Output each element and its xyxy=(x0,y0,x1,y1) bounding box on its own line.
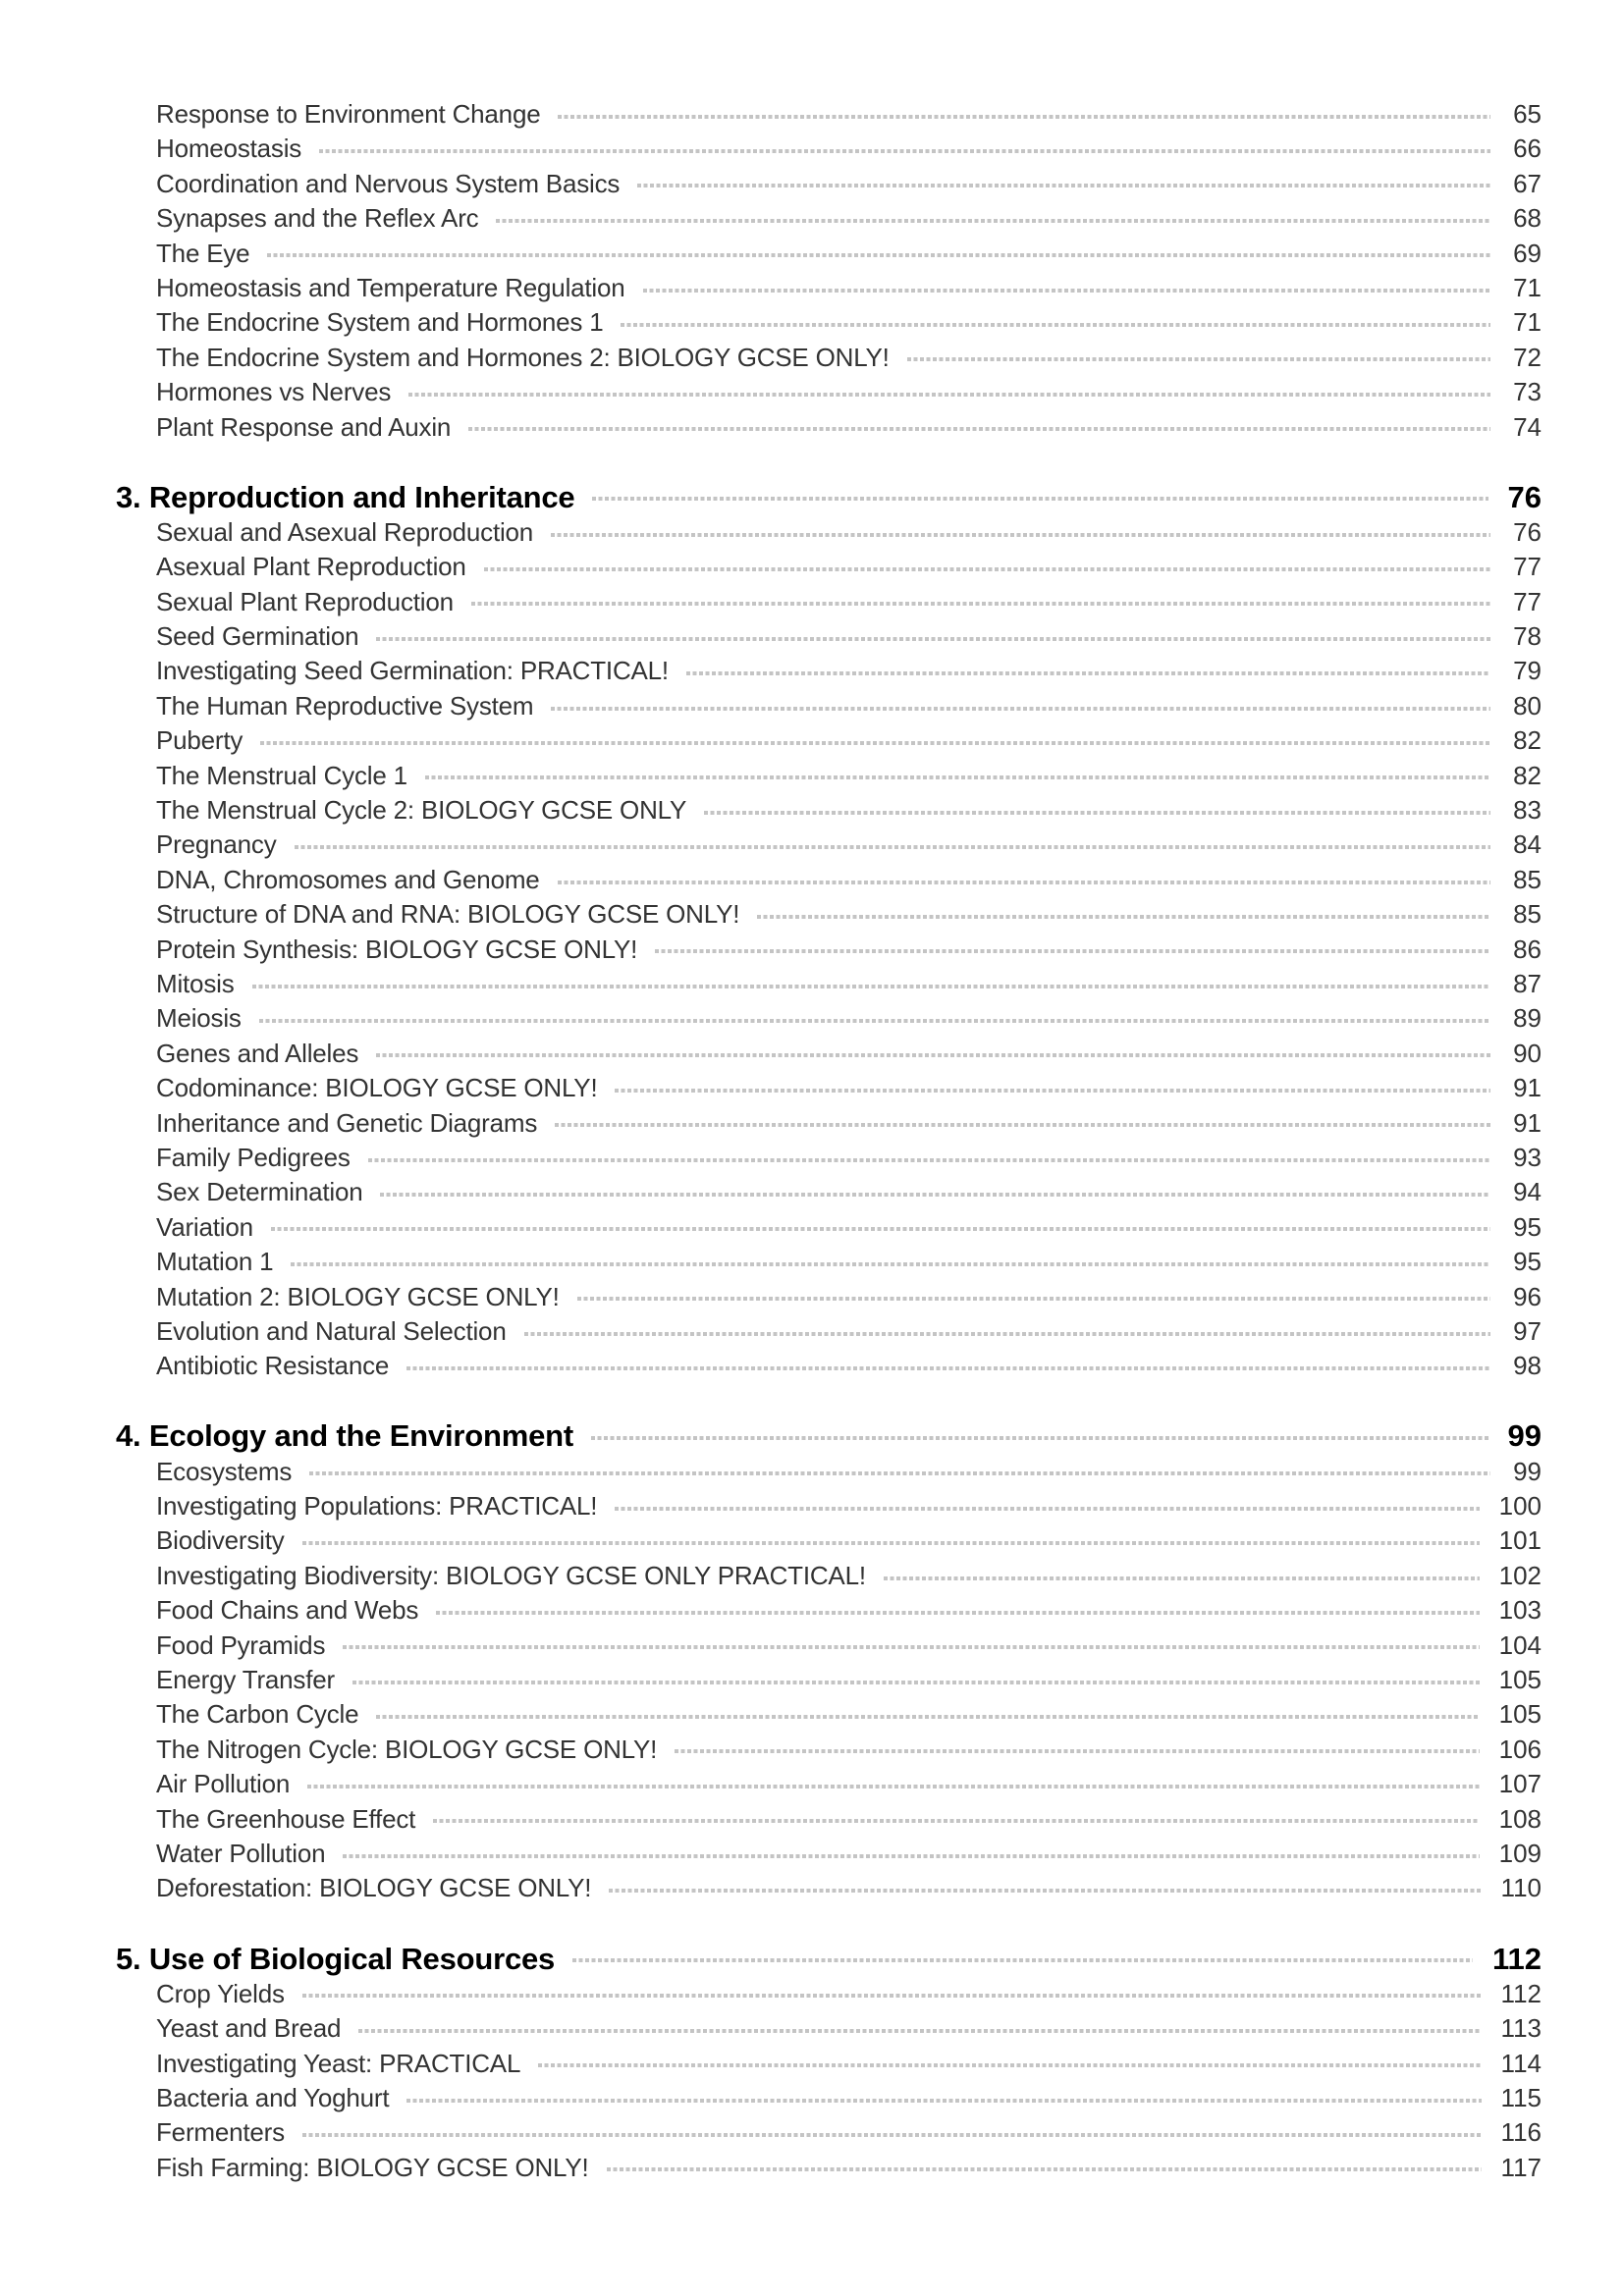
toc-entry[interactable] xyxy=(116,1767,1542,1801)
toc-entry-page-number: 69 xyxy=(1513,238,1542,268)
toc-entry[interactable] xyxy=(116,1802,1542,1837)
toc-entry-page-number: 99 xyxy=(1513,1456,1542,1486)
dot-leader xyxy=(406,2099,1481,2103)
toc-entry[interactable] xyxy=(116,167,1542,201)
toc-entry-page-number: 85 xyxy=(1513,864,1542,894)
toc-entry-page-number: 67 xyxy=(1513,168,1542,198)
toc-entry-title: Meiosis xyxy=(156,1003,242,1034)
toc-entry[interactable] xyxy=(116,1593,1542,1628)
dot-leader xyxy=(572,1958,1473,1962)
dot-leader xyxy=(406,1366,1490,1370)
toc-entry[interactable] xyxy=(116,1489,1542,1523)
toc-entry-title: Seed Germination xyxy=(156,621,359,652)
toc-entry[interactable] xyxy=(116,132,1542,166)
toc-section xyxy=(116,479,1542,1384)
toc-entry-page-number: 68 xyxy=(1513,203,1542,234)
toc-entry-title: Investigating Biodiversity: BIOLOGY GCSE ONLY PRACTICAL! xyxy=(156,1560,866,1590)
toc-entry[interactable] xyxy=(116,1071,1542,1105)
toc-entry-title: Food Pyramids xyxy=(156,1629,326,1660)
toc-entry-page-number: 80 xyxy=(1513,690,1542,721)
dot-leader xyxy=(380,1193,1490,1197)
toc-entry-page-number: 79 xyxy=(1513,656,1542,686)
section-heading[interactable] xyxy=(116,1941,1542,1977)
toc-entry[interactable] xyxy=(116,2115,1542,2150)
toc-entry[interactable] xyxy=(116,410,1542,445)
toc-entry[interactable] xyxy=(116,1210,1542,1245)
dot-leader xyxy=(592,497,1488,501)
toc-entry[interactable] xyxy=(116,967,1542,1001)
toc-section xyxy=(116,97,1542,445)
toc-entry-page-number: 66 xyxy=(1513,133,1542,164)
dot-leader xyxy=(471,602,1490,606)
toc-entry-page-number: 93 xyxy=(1513,1142,1542,1172)
dot-leader xyxy=(302,1541,1480,1545)
dot-leader xyxy=(343,1645,1479,1649)
toc-entry-page-number: 78 xyxy=(1513,621,1542,652)
toc-entry[interactable] xyxy=(116,550,1542,584)
toc-entry-title: Codominance: BIOLOGY GCSE ONLY! xyxy=(156,1073,598,1103)
toc-entry-title: Air Pollution xyxy=(156,1769,291,1799)
dot-leader xyxy=(675,1749,1479,1753)
dot-leader xyxy=(376,637,1490,641)
dot-leader xyxy=(558,881,1490,884)
dot-leader xyxy=(551,533,1490,537)
toc-entry[interactable] xyxy=(116,759,1542,793)
toc-entry[interactable] xyxy=(116,1141,1542,1175)
dot-leader xyxy=(907,357,1490,361)
section-heading[interactable] xyxy=(116,479,1542,515)
toc-entry-page-number: 102 xyxy=(1498,1560,1542,1590)
toc-entry[interactable] xyxy=(116,689,1542,723)
toc-entry-page-number: 107 xyxy=(1498,1769,1542,1799)
toc-entry-title: Mitosis xyxy=(156,968,235,998)
dot-leader xyxy=(643,289,1490,293)
dot-leader xyxy=(757,915,1490,919)
toc-entry-title: Water Pollution xyxy=(156,1838,326,1868)
dot-leader xyxy=(496,219,1490,223)
toc-entry[interactable] xyxy=(116,933,1542,967)
toc-entry-title: Hormones vs Nerves xyxy=(156,377,392,407)
toc-entry-title: The Endocrine System and Hormones 1 xyxy=(156,307,604,338)
toc-entry-title: Structure of DNA and RNA: BIOLOGY GCSE ONLY! xyxy=(156,899,740,930)
toc-entry-page-number: 76 xyxy=(1513,516,1542,547)
toc-entry[interactable] xyxy=(116,515,1542,550)
section-heading-title: 5. Use of Biological Resources xyxy=(116,1941,556,1976)
dot-leader xyxy=(291,1262,1490,1266)
toc-entry-title: Biodiversity xyxy=(156,1525,285,1556)
toc-entry[interactable] xyxy=(116,828,1542,862)
toc-entry[interactable] xyxy=(116,1455,1542,1489)
dot-leader xyxy=(343,1854,1479,1858)
toc-entry-title: Yeast and Bread xyxy=(156,2013,342,2044)
toc-entry[interactable] xyxy=(116,1559,1542,1593)
dot-leader xyxy=(558,115,1490,119)
toc-entry[interactable] xyxy=(116,1106,1542,1141)
section-heading-page-number: 112 xyxy=(1491,1941,1542,1976)
toc-entry[interactable] xyxy=(116,1629,1542,1663)
toc-entry-title: The Eye xyxy=(156,238,250,268)
toc-entry[interactable] xyxy=(116,2081,1542,2115)
dot-leader xyxy=(259,1019,1490,1023)
toc-entry[interactable] xyxy=(116,1280,1542,1314)
toc-entry[interactable] xyxy=(116,1663,1542,1697)
dot-leader xyxy=(484,567,1490,571)
section-heading-title: 3. Reproduction and Inheritance xyxy=(116,479,575,514)
toc-entry-page-number: 71 xyxy=(1513,307,1542,338)
dot-leader xyxy=(368,1158,1490,1162)
toc-entry-title: Fish Farming: BIOLOGY GCSE ONLY! xyxy=(156,2152,589,2182)
dot-leader xyxy=(376,1053,1490,1057)
toc-entry-title: Deforestation: BIOLOGY GCSE ONLY! xyxy=(156,1873,592,1903)
toc-entry-title: Investigating Populations: PRACTICAL! xyxy=(156,1491,598,1522)
toc-entry[interactable] xyxy=(116,2047,1542,2081)
toc-entry-page-number: 71 xyxy=(1513,272,1542,302)
toc-entry[interactable] xyxy=(116,1175,1542,1209)
toc-entry-title: Asexual Plant Reproduction xyxy=(156,552,466,582)
toc-entry-page-number: 73 xyxy=(1513,377,1542,407)
dot-leader xyxy=(436,1611,1479,1615)
toc-entry-page-number: 74 xyxy=(1513,411,1542,442)
toc-entry-page-number: 105 xyxy=(1498,1699,1542,1730)
toc-entry[interactable] xyxy=(116,897,1542,932)
toc-entry-page-number: 95 xyxy=(1513,1211,1542,1242)
toc-entry-page-number: 115 xyxy=(1500,2082,1542,2112)
dot-leader xyxy=(295,845,1491,849)
dot-leader xyxy=(376,1715,1479,1719)
toc-entry[interactable] xyxy=(116,375,1542,409)
toc-entry-page-number: 87 xyxy=(1513,968,1542,998)
toc-entry-page-number: 113 xyxy=(1500,2013,1542,2044)
toc-entry-title: Inheritance and Genetic Diagrams xyxy=(156,1107,538,1138)
toc-entry-title: Pregnancy xyxy=(156,829,277,860)
toc-entry[interactable] xyxy=(116,1697,1542,1732)
toc-entry-title: Investigating Yeast: PRACTICAL xyxy=(156,2048,521,2078)
dot-leader xyxy=(309,1471,1490,1475)
dot-leader xyxy=(704,811,1490,815)
dot-leader xyxy=(686,671,1490,675)
toc-entry[interactable] xyxy=(116,1871,1542,1905)
toc-entry-page-number: 104 xyxy=(1498,1629,1542,1660)
toc-entry-title: Evolution and Natural Selection xyxy=(156,1315,507,1346)
toc-entry-title: Genes and Alleles xyxy=(156,1038,359,1068)
dot-leader xyxy=(621,323,1490,327)
toc-entry-title: Protein Synthesis: BIOLOGY GCSE ONLY! xyxy=(156,934,638,964)
toc-entry[interactable] xyxy=(116,619,1542,654)
dot-leader xyxy=(637,184,1490,187)
toc-entry-page-number: 95 xyxy=(1513,1247,1542,1277)
toc-entry-page-number: 98 xyxy=(1513,1351,1542,1381)
toc-entry-title: Plant Response and Auxin xyxy=(156,411,452,442)
toc-entry-title: Mutation 2: BIOLOGY GCSE ONLY! xyxy=(156,1281,560,1311)
toc-entry[interactable] xyxy=(116,793,1542,828)
toc-entry-title: The Menstrual Cycle 1 xyxy=(156,760,407,790)
toc-entry-page-number: 94 xyxy=(1513,1177,1542,1207)
toc-entry[interactable] xyxy=(116,2151,1542,2185)
toc-entry[interactable] xyxy=(116,97,1542,132)
dot-leader xyxy=(538,2063,1481,2067)
toc-entry[interactable] xyxy=(116,1977,1542,2011)
dot-leader xyxy=(607,2167,1482,2171)
toc-entry-title: Crop Yields xyxy=(156,1978,285,2008)
toc-entry-page-number: 106 xyxy=(1498,1734,1542,1764)
dot-leader xyxy=(555,1123,1490,1127)
toc-entry-title: Bacteria and Yoghurt xyxy=(156,2082,390,2112)
toc-entry-title: The Human Reproductive System xyxy=(156,690,534,721)
toc-entry[interactable] xyxy=(116,201,1542,236)
table-of-contents xyxy=(116,97,1542,2185)
toc-entry-title: Response to Environment Change xyxy=(156,99,541,129)
toc-entry[interactable] xyxy=(116,1001,1542,1036)
toc-entry-page-number: 101 xyxy=(1498,1525,1542,1556)
dot-leader xyxy=(433,1819,1479,1823)
toc-entry-title: Antibiotic Resistance xyxy=(156,1351,390,1381)
dot-leader xyxy=(591,1436,1488,1440)
toc-entry-title: Coordination and Nervous System Basics xyxy=(156,168,621,198)
toc-entry-page-number: 72 xyxy=(1513,342,1542,372)
toc-entry[interactable] xyxy=(116,1523,1542,1558)
toc-entry-page-number: 108 xyxy=(1498,1803,1542,1834)
section-heading-page-number: 99 xyxy=(1507,1418,1542,1454)
toc-entry-title: Variation xyxy=(156,1211,253,1242)
toc-entry-page-number: 103 xyxy=(1498,1595,1542,1626)
dot-leader xyxy=(551,707,1490,711)
toc-entry-title: The Nitrogen Cycle: BIOLOGY GCSE ONLY! xyxy=(156,1734,658,1764)
toc-entry[interactable] xyxy=(116,1245,1542,1279)
toc-entry-page-number: 112 xyxy=(1500,1978,1542,2008)
toc-entry-page-number: 82 xyxy=(1513,725,1542,756)
toc-entry-page-number: 105 xyxy=(1498,1665,1542,1695)
toc-entry-page-number: 96 xyxy=(1513,1281,1542,1311)
toc-entry-page-number: 114 xyxy=(1500,2048,1542,2078)
toc-entry-page-number: 77 xyxy=(1513,552,1542,582)
toc-entry-page-number: 90 xyxy=(1513,1038,1542,1068)
toc-entry-title: The Carbon Cycle xyxy=(156,1699,359,1730)
dot-leader xyxy=(307,1785,1479,1789)
toc-entry[interactable] xyxy=(116,1733,1542,1767)
toc-entry[interactable] xyxy=(116,305,1542,340)
toc-entry[interactable] xyxy=(116,1314,1542,1349)
dot-leader xyxy=(615,1507,1479,1511)
dot-leader xyxy=(468,427,1490,431)
toc-entry[interactable] xyxy=(116,723,1542,758)
section-heading-title: 4. Ecology and the Environment xyxy=(116,1418,573,1454)
toc-entry-page-number: 100 xyxy=(1498,1491,1542,1522)
toc-entry-title: DNA, Chromosomes and Genome xyxy=(156,864,540,894)
toc-entry-title: Sex Determination xyxy=(156,1177,363,1207)
dot-leader xyxy=(615,1089,1490,1093)
dot-leader xyxy=(655,949,1490,953)
dot-leader xyxy=(609,1889,1481,1893)
dot-leader xyxy=(524,1332,1490,1336)
dot-leader xyxy=(302,2133,1482,2137)
toc-entry-title: Sexual Plant Reproduction xyxy=(156,586,454,616)
toc-entry-page-number: 84 xyxy=(1513,829,1542,860)
toc-entry-page-number: 97 xyxy=(1513,1315,1542,1346)
dot-leader xyxy=(425,775,1490,779)
toc-entry[interactable] xyxy=(116,1037,1542,1071)
section-heading[interactable] xyxy=(116,1418,1542,1455)
toc-entry-title: The Endocrine System and Hormones 2: BIOLOGY GCSE ONLY! xyxy=(156,342,890,372)
toc-entry-title: Fermenters xyxy=(156,2117,285,2148)
toc-entry-page-number: 89 xyxy=(1513,1003,1542,1034)
toc-entry-page-number: 82 xyxy=(1513,760,1542,790)
toc-entry-title: Homeostasis and Temperature Regulation xyxy=(156,272,625,302)
dot-leader xyxy=(577,1297,1490,1301)
toc-entry-title: Homeostasis xyxy=(156,133,302,164)
toc-entry[interactable] xyxy=(116,2011,1542,2046)
toc-entry-title: The Greenhouse Effect xyxy=(156,1803,416,1834)
dot-leader xyxy=(267,253,1490,257)
toc-entry-page-number: 65 xyxy=(1513,99,1542,129)
toc-entry-title: Investigating Seed Germination: PRACTICAL! xyxy=(156,656,669,686)
toc-entry[interactable] xyxy=(116,1349,1542,1383)
toc-entry-title: The Menstrual Cycle 2: BIOLOGY GCSE ONLY xyxy=(156,795,687,826)
dot-leader xyxy=(358,2029,1481,2033)
toc-entry-page-number: 91 xyxy=(1513,1073,1542,1103)
toc-entry-page-number: 116 xyxy=(1500,2117,1542,2148)
toc-entry-title: Puberty xyxy=(156,725,243,756)
toc-entry[interactable] xyxy=(116,237,1542,271)
toc-entry[interactable] xyxy=(116,341,1542,375)
toc-entry[interactable] xyxy=(116,654,1542,688)
toc-entry[interactable] xyxy=(116,271,1542,305)
toc-section xyxy=(116,1418,1542,1906)
toc-entry-page-number: 85 xyxy=(1513,899,1542,930)
toc-entry-title: Family Pedigrees xyxy=(156,1142,351,1172)
dot-leader xyxy=(260,741,1490,745)
toc-entry-title: Sexual and Asexual Reproduction xyxy=(156,516,534,547)
dot-leader xyxy=(408,393,1490,397)
toc-section xyxy=(116,1941,1542,2185)
toc-entry[interactable] xyxy=(116,1837,1542,1871)
toc-entry[interactable] xyxy=(116,863,1542,897)
toc-entry-page-number: 109 xyxy=(1498,1838,1542,1868)
dot-leader xyxy=(884,1576,1480,1580)
toc-entry-page-number: 91 xyxy=(1513,1107,1542,1138)
toc-entry-title: Mutation 1 xyxy=(156,1247,274,1277)
toc-entry-page-number: 86 xyxy=(1513,934,1542,964)
toc-entry-title: Food Chains and Webs xyxy=(156,1595,419,1626)
toc-entry-page-number: 77 xyxy=(1513,586,1542,616)
toc-entry-title: Synapses and the Reflex Arc xyxy=(156,203,479,234)
dot-leader xyxy=(302,1994,1482,1998)
toc-entry-title: Ecosystems xyxy=(156,1456,293,1486)
dot-leader xyxy=(271,1227,1490,1231)
toc-entry-title: Energy Transfer xyxy=(156,1665,335,1695)
dot-leader xyxy=(319,149,1490,153)
toc-entry-page-number: 117 xyxy=(1500,2152,1542,2182)
toc-entry-page-number: 110 xyxy=(1500,1873,1542,1903)
dot-leader xyxy=(252,985,1491,988)
section-heading-page-number: 76 xyxy=(1507,479,1542,514)
toc-entry[interactable] xyxy=(116,585,1542,619)
dot-leader xyxy=(352,1681,1480,1684)
toc-entry-page-number: 83 xyxy=(1513,795,1542,826)
